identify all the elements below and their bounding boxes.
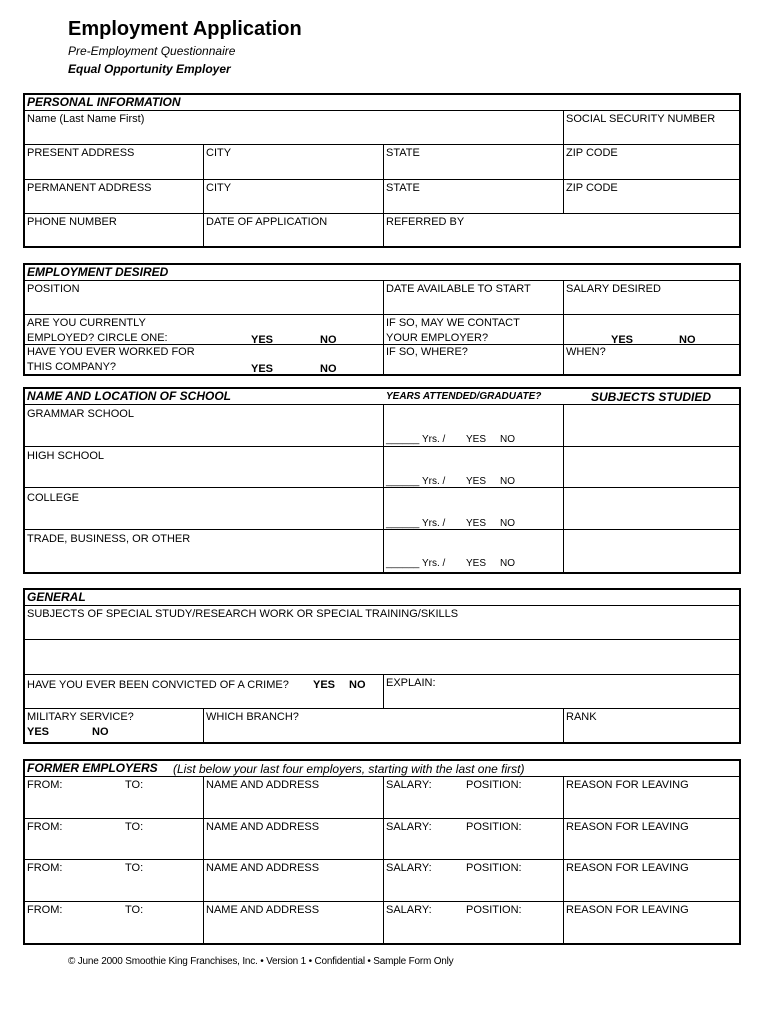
footer: © June 2000 Smoothie King Franchises, Inc. • Version 1 • Confidential • Sample Form Only (68, 956, 454, 967)
from-field[interactable]: FROM: (27, 821, 63, 833)
education-section (23, 387, 741, 574)
employment-desired-section (23, 263, 741, 376)
from-field[interactable]: FROM: (27, 862, 63, 874)
date-available-field[interactable]: DATE AVAILABLE TO START (386, 283, 531, 295)
special-study-continued[interactable] (27, 641, 737, 671)
your-employer-label: YOUR EMPLOYER? (386, 332, 489, 344)
to-field[interactable]: TO: (125, 779, 144, 791)
school-high: HIGH SCHOOL (27, 450, 105, 462)
worked-before-yes[interactable]: YES (251, 363, 274, 375)
grammar-years[interactable]: ______ Yrs. / (386, 434, 446, 445)
currently-employed-label: ARE YOU CURRENTLY (27, 317, 146, 329)
contact-employer-no[interactable]: NO (679, 334, 696, 346)
explain-field[interactable]: EXPLAIN: (386, 677, 436, 689)
when-field[interactable]: WHEN? (566, 346, 606, 358)
worked-before-label: HAVE YOU EVER WORKED FOR (27, 346, 195, 358)
where-field[interactable]: IF SO, WHERE? (386, 346, 468, 358)
rank-field[interactable]: RANK (566, 711, 597, 723)
this-company-label: THIS COMPANY? (27, 361, 117, 373)
may-contact-label: IF SO, MAY WE CONTACT (386, 317, 520, 329)
high-years[interactable]: ______ Yrs. / (386, 476, 446, 487)
name-address-field[interactable]: NAME AND ADDRESS (206, 904, 320, 916)
name-address-field[interactable]: NAME AND ADDRESS (206, 821, 320, 833)
branch-field[interactable]: WHICH BRANCH? (206, 711, 299, 723)
contact-employer-yes[interactable]: YES (611, 334, 634, 346)
section-title: FORMER EMPLOYERS (27, 761, 158, 775)
name-address-field[interactable]: NAME AND ADDRESS (206, 779, 320, 791)
trade-years[interactable]: ______ Yrs. / (386, 558, 446, 569)
reason-field[interactable]: REASON FOR LEAVING (566, 862, 689, 874)
ssn-field[interactable]: SOCIAL SECURITY NUMBER (566, 113, 716, 125)
subjects-studied-header: SUBJECTS STUDIED (591, 390, 712, 404)
former-employers-section (23, 759, 741, 945)
trade-grad-no[interactable]: NO (500, 558, 515, 569)
currently-employed-no[interactable]: NO (320, 334, 337, 346)
reason-field[interactable]: REASON FOR LEAVING (566, 904, 689, 916)
page-subtitle: Pre-Employment Questionnaire (68, 44, 236, 58)
military-no[interactable]: NO (92, 726, 109, 738)
school-college: COLLEGE (27, 492, 79, 504)
date-of-application-field[interactable]: DATE OF APPLICATION (206, 216, 328, 228)
salary-field[interactable]: SALARY: (386, 904, 432, 916)
position-field[interactable]: POSITION: (466, 904, 522, 916)
permanent-zip-field[interactable]: ZIP CODE (566, 182, 618, 194)
present-address-field[interactable]: PRESENT ADDRESS (27, 147, 135, 159)
college-grad-no[interactable]: NO (500, 518, 515, 529)
section-title: PERSONAL INFORMATION (27, 95, 181, 109)
permanent-city-field[interactable]: CITY (206, 182, 232, 194)
from-field[interactable]: FROM: (27, 779, 63, 791)
section-title: EMPLOYMENT DESIRED (27, 265, 169, 279)
name-field[interactable]: Name (Last Name First) (27, 113, 145, 125)
salary-field[interactable]: SALARY: (386, 779, 432, 791)
section-title: GENERAL (27, 590, 86, 604)
position-field[interactable]: POSITION (27, 283, 80, 295)
years-attended-header: YEARS ATTENDED/GRADUATE? (386, 391, 542, 402)
position-field[interactable]: POSITION: (466, 779, 522, 791)
special-study-field[interactable]: SUBJECTS OF SPECIAL STUDY/RESEARCH WORK OR SPECIAL TRAINING/SKILLS (27, 608, 459, 620)
referred-by-field[interactable]: REFERRED BY (386, 216, 465, 228)
high-grad-no[interactable]: NO (500, 476, 515, 487)
crime-no[interactable]: NO (349, 679, 366, 691)
former-employers-note: (List below your last four employers, starting with the last one first) (173, 762, 525, 776)
position-field[interactable]: POSITION: (466, 821, 522, 833)
college-grad-yes[interactable]: YES (466, 518, 487, 529)
salary-field[interactable]: SALARY: (386, 821, 432, 833)
military-service-label: MILITARY SERVICE? (27, 711, 134, 723)
grammar-grad-no[interactable]: NO (500, 434, 515, 445)
reason-field[interactable]: REASON FOR LEAVING (566, 821, 689, 833)
currently-employed-yes[interactable]: YES (251, 334, 274, 346)
present-zip-field[interactable]: ZIP CODE (566, 147, 618, 159)
name-address-field[interactable]: NAME AND ADDRESS (206, 862, 320, 874)
present-state-field[interactable]: STATE (386, 147, 420, 159)
college-years[interactable]: ______ Yrs. / (386, 518, 446, 529)
crime-yes[interactable]: YES (313, 679, 336, 691)
general-section (23, 588, 741, 744)
school-grammar: GRAMMAR SCHOOL (27, 408, 134, 420)
permanent-state-field[interactable]: STATE (386, 182, 420, 194)
high-grad-yes[interactable]: YES (466, 476, 487, 487)
present-city-field[interactable]: CITY (206, 147, 232, 159)
salary-desired-field[interactable]: SALARY DESIRED (566, 283, 661, 295)
position-field[interactable]: POSITION: (466, 862, 522, 874)
trade-grad-yes[interactable]: YES (466, 558, 487, 569)
to-field[interactable]: TO: (125, 821, 144, 833)
salary-field[interactable]: SALARY: (386, 862, 432, 874)
permanent-address-field[interactable]: PERMANENT ADDRESS (27, 182, 152, 194)
from-field[interactable]: FROM: (27, 904, 63, 916)
school-trade: TRADE, BUSINESS, OR OTHER (27, 533, 191, 545)
section-title: NAME AND LOCATION OF SCHOOL (27, 389, 231, 403)
military-yes[interactable]: YES (27, 726, 50, 738)
reason-field[interactable]: REASON FOR LEAVING (566, 779, 689, 791)
grammar-grad-yes[interactable]: YES (466, 434, 487, 445)
phone-field[interactable]: PHONE NUMBER (27, 216, 117, 228)
circle-one-label: EMPLOYED? CIRCLE ONE: (27, 332, 168, 344)
crime-question: HAVE YOU EVER BEEN CONVICTED OF A CRIME? (27, 679, 289, 691)
personal-information-section (23, 93, 741, 248)
to-field[interactable]: TO: (125, 862, 144, 874)
page-title: Employment Application (68, 18, 302, 40)
eoe-statement: Equal Opportunity Employer (68, 62, 231, 76)
to-field[interactable]: TO: (125, 904, 144, 916)
worked-before-no[interactable]: NO (320, 363, 337, 375)
